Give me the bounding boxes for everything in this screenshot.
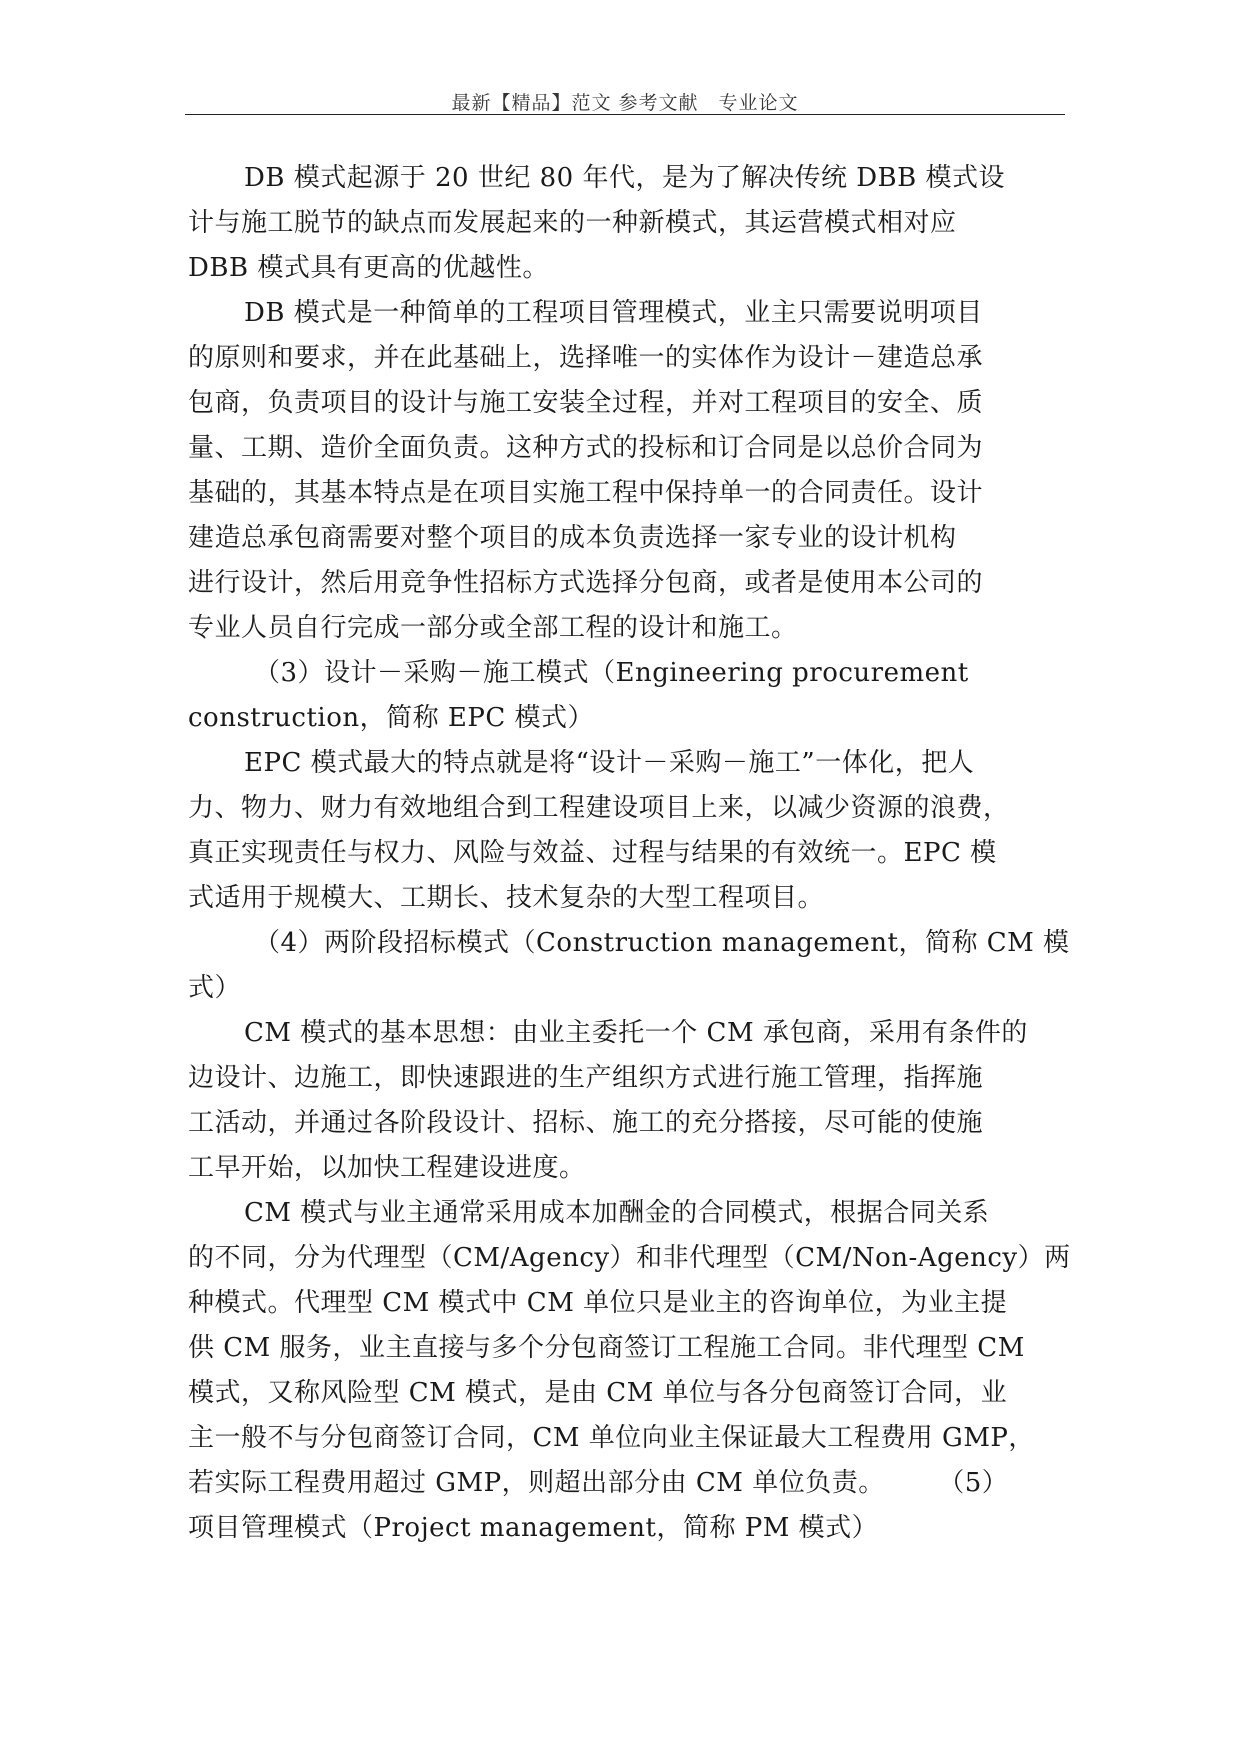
text-line: 主一般不与分包商签订合同，CM 单位向业主保证最大工程费用 GMP， [188,1423,1035,1453]
page-header: 最新【精品】范文 参考文献 专业论文 [451,92,799,114]
text-line: 量、工期、造价全面负责。这种方式的投标和订合同是以总价合同为 [188,433,984,463]
section-heading: construction，简称 EPC 模式） [188,703,595,733]
text-line: DBB 模式具有更高的优越性。 [188,253,549,283]
document-body [188,156,1071,1551]
section-heading: 式） [188,973,242,1003]
text-line: 模式，又称风险型 CM 模式，是由 CM 单位与各分包商签订合同，业 [188,1378,1008,1408]
text-line: EPC 模式最大的特点就是将“设计－采购－施工”一体化，把人 [244,748,975,778]
text-line: 建造总承包商需要对整个项目的成本负责选择一家专业的设计机构 [188,523,957,553]
text-line: 进行设计，然后用竞争性招标方式选择分包商，或者是使用本公司的 [188,568,984,598]
text-line: 计与施工脱节的缺点而发展起来的一种新模式，其运营模式相对应 [188,208,957,238]
text-line: 力、物力、财力有效地组合到工程建设项目上来，以减少资源的浪费， [188,793,1010,823]
text-line: 真正实现责任与权力、风险与效益、过程与结果的有效统一。EPC 模 [188,838,997,868]
text-line: DB 模式起源于 20 世纪 80 年代，是为了解决传统 DBB 模式设 [244,163,1006,193]
text-line: 的不同，分为代理型（CM/Agency）和非代理型（CM/Non-Agency）两 [188,1243,1071,1273]
text-line: CM 模式的基本思想：由业主委托一个 CM 承包商，采用有条件的 [244,1018,1028,1048]
section-heading: （4）两阶段招标模式（Construction management，简称 CM 模 [254,928,1070,958]
text-line: 包商，负责项目的设计与施工安装全过程，并对工程项目的安全、质 [188,388,984,418]
text-line: 基础的，其基本特点是在项目实施工程中保持单一的合同责任。设计 [188,478,984,508]
text-line: 边设计、边施工，即快速跟进的生产组织方式进行施工管理，指挥施 [188,1063,984,1093]
text-line: 工活动，并通过各阶段设计、招标、施工的充分搭接，尽可能的使施 [188,1108,984,1138]
text-line: 种模式。代理型 CM 模式中 CM 单位只是业主的咨询单位，为业主提 [188,1288,1008,1318]
text-line: CM 模式与业主通常采用成本加酬金的合同模式，根据合同关系 [244,1198,990,1228]
section-heading: 项目管理模式（Project management，简称 PM 模式） [188,1513,879,1543]
text-line: 式适用于规模大、工期长、技术复杂的大型工程项目。 [188,883,825,913]
text-line: 工早开始，以加快工程建设进度。 [188,1153,586,1183]
text-line: 专业人员自行完成一部分或全部工程的设计和施工。 [188,613,798,643]
text-line: DB 模式是一种简单的工程项目管理模式，业主只需要说明项目 [244,298,983,328]
text-line: 的原则和要求，并在此基础上，选择唯一的实体作为设计－建造总承 [188,343,984,373]
text-line: 若实际工程费用超过 GMP，则超出部分由 CM 单位负责。 （5） [188,1468,1009,1498]
text-line: 供 CM 服务，业主直接与多个分包商签订工程施工合同。非代理型 CM [188,1333,1025,1363]
header-divider [185,114,1065,115]
section-heading: （3）设计－采购－施工模式（Engineering procurement [254,658,969,688]
